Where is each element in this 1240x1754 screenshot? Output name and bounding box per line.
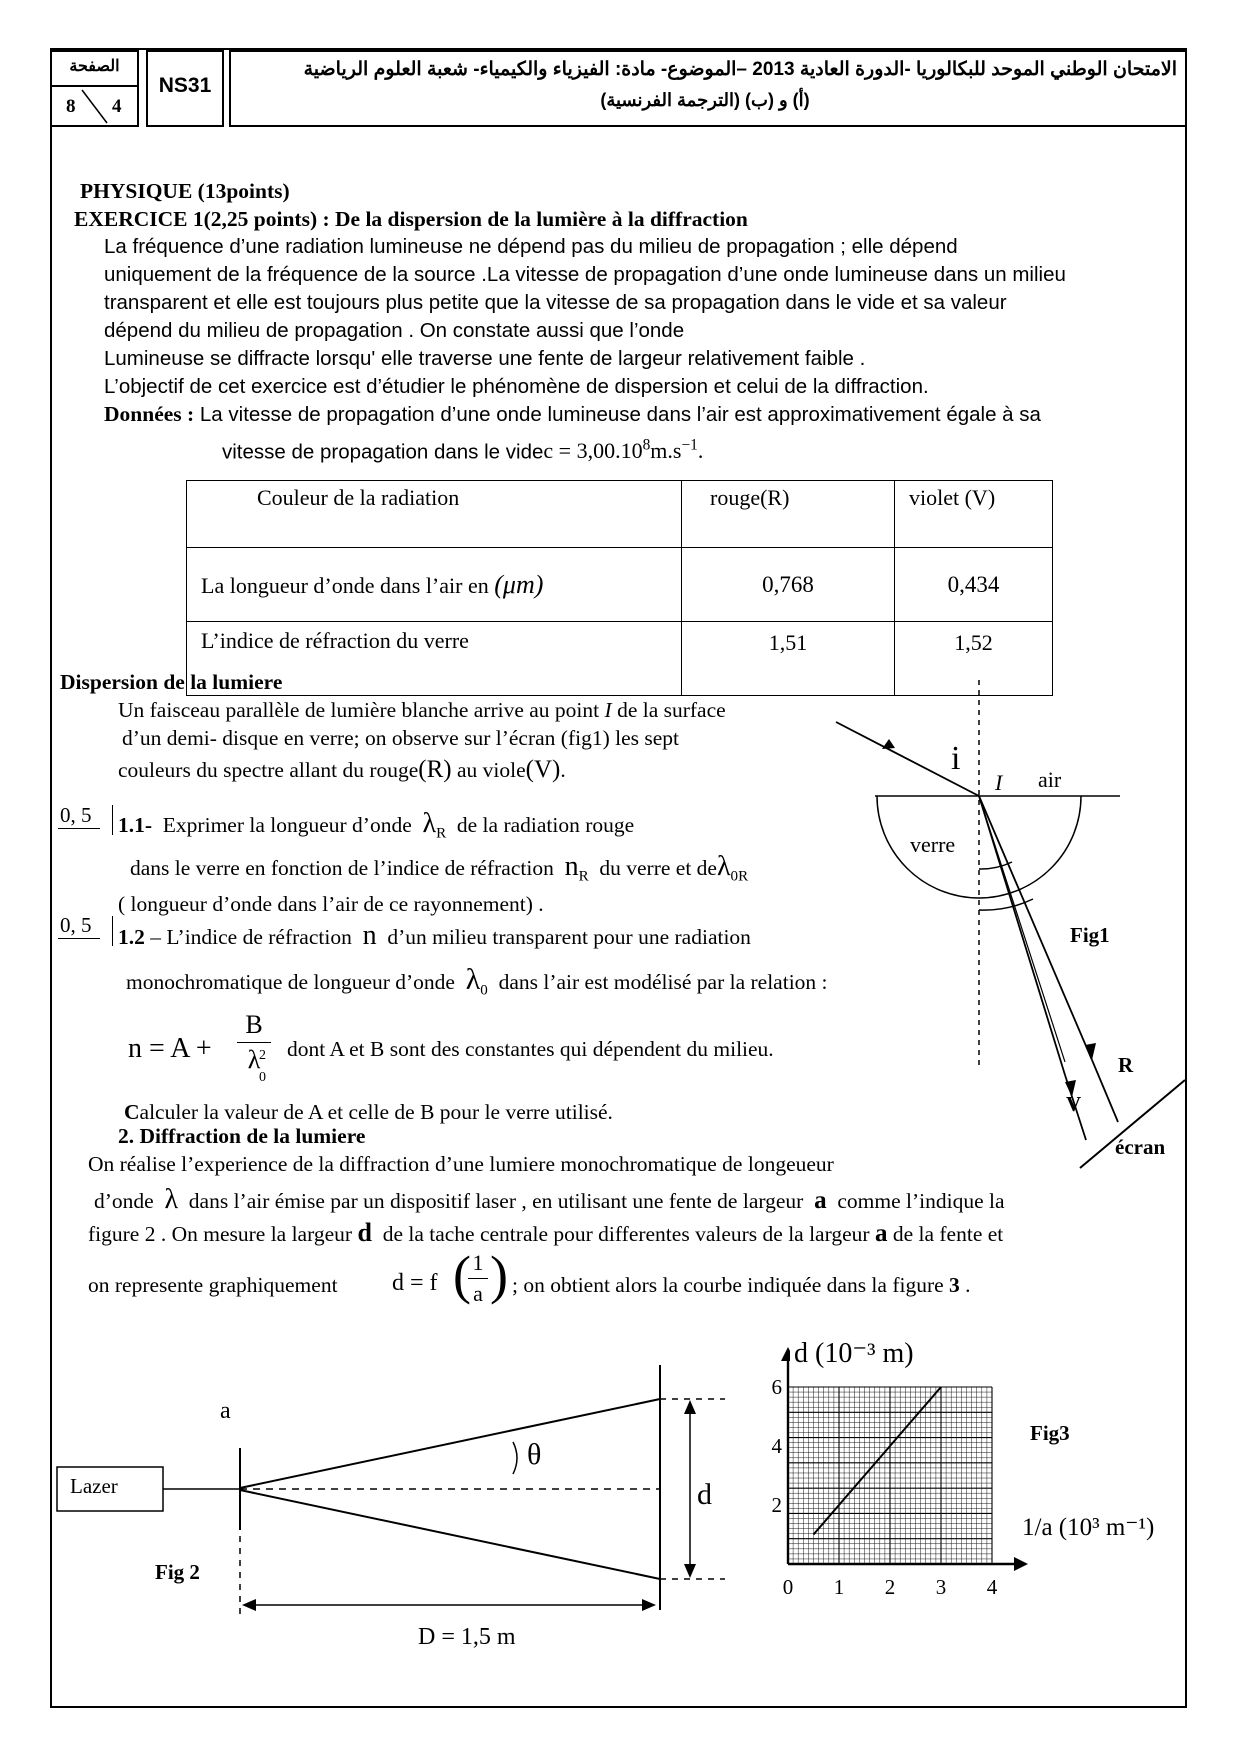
q12-mark-bar: [112, 916, 113, 946]
header-line-2: (أ) و (ب) (الترجمة الفرنسية): [600, 90, 810, 110]
formula-fraction: [237, 1010, 271, 1085]
y-tick-label: 6: [771, 1375, 782, 1399]
ray-middle: [979, 796, 1065, 1062]
D-arrow-left-icon: [242, 1599, 256, 1611]
intro-line-5: Lumineuse se diffracte lorsqu' elle traverse une fente de largeur relativement faible .: [104, 347, 866, 370]
dispersion-text-1-end: de la surface: [617, 698, 726, 722]
formula-den-sub: 0: [259, 1070, 266, 1085]
diffraction-text-4-end: .: [965, 1273, 971, 1297]
table-header-cell: violet (V): [895, 481, 1053, 548]
q11-line-1: [118, 808, 634, 842]
fig1-diagram: [830, 670, 1190, 1190]
table-header-cell: Couleur de la radiation: [187, 481, 682, 548]
diffraction-text-2b: dans l’air émise par un dispositif laser , en utilisant une fente de largeur: [188, 1189, 804, 1213]
q12-text-6: alculer la valeur de A et celle de B pour le verre utilisé.: [139, 1100, 613, 1124]
df-num: 1: [472, 1250, 484, 1275]
q11-text-2: de la radiation rouge: [456, 813, 635, 837]
d-arrow-up-icon: [684, 1400, 696, 1414]
table-header-cell: rouge(R): [682, 481, 895, 548]
ray-red-ext: [1092, 1060, 1118, 1122]
fig2-a-label: a: [220, 1398, 231, 1424]
d-symbol: d: [357, 1218, 372, 1247]
q11-mark: 0, 5: [58, 803, 100, 829]
D-arrow-right-icon: [642, 1599, 656, 1611]
dispersion-title: Dispersion de la lumiere: [60, 670, 283, 694]
fig2-laser-label: Lazer: [70, 1474, 118, 1498]
q12-number: 1.2: [118, 925, 145, 949]
y-tick-label: 4: [771, 1434, 782, 1458]
table-cell: 0,768: [682, 548, 895, 622]
data-table: [186, 480, 1053, 696]
code-box: [146, 50, 224, 127]
q11-text-4: du verre et de: [599, 856, 717, 880]
page-number-box: [50, 50, 139, 127]
table-cell: 0,434: [895, 548, 1053, 622]
slit-a-symbol: a: [814, 1187, 827, 1214]
fig1-ecran-label: écran: [1115, 1135, 1166, 1159]
row-label-unit: (μm): [494, 569, 544, 599]
q12-line-2: [126, 963, 828, 999]
q12-line-1: [118, 920, 751, 952]
q12-text-2: d’un milieu transparent pour une radiation: [387, 925, 751, 949]
donnees-line-1: [104, 402, 1041, 427]
x-tick-label: 3: [935, 1575, 947, 1599]
title-box: [229, 50, 1187, 127]
symbol-V: (V): [525, 756, 561, 783]
df-formula: d = f: [392, 1270, 438, 1296]
donnees-text-1: La vitesse de propagation d’une onde lumineuse dans l’air est approximativement égale à sa: [199, 403, 1041, 426]
formula-den-sup: 2: [259, 1048, 266, 1063]
table-row-label: [187, 548, 682, 622]
symbol-R: (R): [418, 756, 452, 783]
lambda-R-sub: R: [436, 825, 447, 842]
n-symbol: n: [362, 920, 377, 951]
diffraction-text-3c: de la fente et: [892, 1222, 1004, 1246]
theta-arc: [513, 1442, 517, 1474]
diffraction-line-4a: on represente graphiquement: [88, 1273, 338, 1297]
dispersion-text-1: Un faisceau parallèle de lumière blanche arrive au point: [118, 698, 600, 722]
table-cell: 1,52: [895, 622, 1053, 696]
q12-line-6: [124, 1100, 613, 1125]
fig2-label: Fig 2: [155, 1560, 200, 1584]
q12-text-4: dans l’air est modélisé par la relation :: [498, 970, 828, 994]
c-exponent: 8: [642, 437, 651, 454]
chart-axes: [781, 1347, 1028, 1571]
x-tick-label: 0: [782, 1575, 794, 1599]
page-total: 8: [66, 96, 76, 117]
fig1-V-label: V: [1066, 1092, 1082, 1116]
x-axis-arrow-icon: [1014, 1557, 1028, 1571]
formula-left: n = A +: [128, 1033, 212, 1064]
q12-mark: 0, 5: [58, 913, 100, 939]
q11-mark-bar: [112, 805, 113, 835]
q12-text-1: – L’indice de réfraction: [150, 925, 352, 949]
fig2-diagram: [55, 1360, 755, 1660]
x-tick-label: 1: [833, 1575, 845, 1599]
chart-ticks: [772, 1375, 998, 1599]
fig2-D-label: D = 1,5 m: [418, 1624, 516, 1650]
intro-line-4: dépend du milieu de propagation . On constate aussi que l’onde: [104, 319, 685, 342]
q11-text-1: Exprimer la longueur d’onde: [162, 813, 412, 837]
header-line-1: الامتحان الوطني الموحد للبكالوريا -الدورة العادية 2013 –الموضوع- مادة: الفيزياء والكيمياء- شعبة العلوم الرياضية: [303, 59, 1177, 80]
fig1-R-label: R: [1118, 1053, 1134, 1077]
fig1-air-label: air: [1038, 767, 1062, 792]
c-end: .: [697, 438, 704, 464]
chart-series: [814, 1387, 942, 1535]
dispersion-line-3: [118, 756, 566, 784]
df-den: a: [473, 1281, 483, 1306]
table-row: [187, 548, 1053, 622]
fig3-xlabel: 1/a (10³ m⁻¹): [1022, 1514, 1155, 1541]
diffraction-text-2a: d’onde: [94, 1189, 154, 1213]
df-paren-right: ): [490, 1245, 508, 1305]
fig1-I-label: I: [995, 770, 1003, 795]
dispersion-text-3-mid: au viole: [457, 758, 526, 782]
y-tick-label: 2: [771, 1493, 782, 1517]
dispersion-text-3-end: .: [560, 758, 566, 782]
c-unit-exponent: −1: [681, 437, 698, 454]
dispersion-line-2: d’un demi- disque en verre; on observe sur l’écran (fig1) les sept: [122, 726, 680, 750]
lambda-R: λ: [422, 808, 437, 839]
lambda-symbol: λ: [164, 1184, 179, 1215]
diffraction-line-4b: [512, 1273, 971, 1298]
intro-line-6: L’objectif de cet exercice est d’étudier le phénomène de dispersion et celui de la diffraction.: [104, 375, 929, 398]
incident-arrow-icon: [882, 739, 895, 749]
table-row-label: L’indice de réfraction du verre: [187, 622, 682, 696]
diffraction-lower-edge: [240, 1490, 660, 1579]
q12-text-3: monochromatique de longueur d’onde: [126, 970, 455, 994]
c-unit: m.s: [650, 438, 682, 464]
table-cell: 1,51: [682, 622, 895, 696]
diffraction-upper-edge: [240, 1399, 660, 1488]
table-row: [187, 481, 1053, 548]
q11-text-3: dans le verre en fonction de l’indice de réfraction: [130, 856, 554, 880]
donnees-text-2: vitesse de propagation dans le vide: [222, 440, 544, 464]
lambda-0-sub: 0: [480, 982, 488, 999]
diffraction-line-2: [94, 1184, 1005, 1216]
diffraction-line-3: [88, 1218, 1003, 1248]
lambda-0R-sub: 0R: [730, 868, 749, 885]
donnees-line-2: [222, 437, 703, 464]
series-line: [814, 1387, 942, 1535]
diffraction-text-3b: de la tache centrale pour differentes valeurs de la largeur: [382, 1222, 870, 1246]
intro-line-1: La fréquence d’une radiation lumineuse ne dépend pas du milieu de propagation ; elle dépend: [104, 235, 958, 258]
q11-line-3: ( longueur d’onde dans l’air de ce rayonnement) .: [118, 892, 544, 916]
page-current: 4: [112, 96, 122, 117]
intro-line-3: transparent et elle est toujours plus petite que la vitesse de sa propagation dans le vide et sa valeur: [104, 291, 1007, 314]
diffraction-text-3a: figure 2 . On mesure la largeur: [88, 1222, 353, 1246]
x-tick-label: 2: [884, 1575, 896, 1599]
page-number-slash: [52, 87, 137, 125]
row-label-text: La longueur d’onde dans l’air en: [201, 572, 489, 598]
d-arrow-down-icon: [684, 1564, 696, 1578]
lambda-0: λ: [465, 963, 481, 996]
exercise-title: EXERCICE 1(2,25 points) : De la dispersion de la lumière à la diffraction: [74, 207, 748, 231]
fig1-i-label: i: [951, 740, 961, 777]
diffraction-text-2c: comme l’indique la: [837, 1189, 1005, 1213]
n-R-sub: R: [578, 868, 589, 885]
df-paren-left: (: [453, 1245, 471, 1305]
q12-text-6-first: C: [124, 1100, 140, 1124]
exam-code: NS31: [158, 74, 212, 97]
intro-line-2: uniquement de la fréquence de la source .La vitesse de propagation d’une onde lumineuse dans un milieu: [104, 263, 1066, 286]
x-tick-label: 4: [986, 1575, 998, 1599]
formula-numerator: B: [245, 1010, 263, 1039]
a-symbol: a: [874, 1220, 888, 1247]
n-R: n: [564, 851, 579, 882]
fig3-ylabel: d (10⁻³ m): [790, 1336, 918, 1370]
fig-3-ref: 3: [949, 1273, 960, 1297]
fig2-theta-label: θ: [527, 1438, 542, 1471]
fig2-d-label: d: [697, 1478, 712, 1511]
donnees-label: Données :: [104, 402, 195, 426]
page-label: الصفحة: [69, 58, 120, 75]
q12-text-5: dont A et B sont des constantes qui dépendent du milieu.: [287, 1037, 774, 1061]
q11-line-2: [130, 851, 748, 885]
fig1-verre-label: verre: [910, 832, 956, 857]
section-title: PHYSIQUE (13points): [80, 179, 290, 203]
point-I: I: [604, 698, 612, 722]
dispersion-text-3: couleurs du spectre allant du rouge: [118, 758, 419, 782]
dispersion-line-1: [118, 698, 726, 723]
lambda-0R: λ: [716, 851, 731, 882]
df-fraction: [468, 1250, 488, 1307]
diffraction-title: 2. Diffraction de la lumiere: [118, 1124, 366, 1148]
q11-number: 1.1-: [118, 813, 153, 837]
diffraction-line-1: On réalise l’experience de la diffraction d’une lumiere monochromatique de longeueur: [88, 1152, 834, 1176]
diffraction-text-4b: ; on obtient alors la courbe indiquée dans la figure: [512, 1273, 944, 1297]
c-value: c = 3,00.10: [543, 438, 643, 464]
formula-denominator: λ: [247, 1045, 261, 1074]
fig3-title: Fig3: [1030, 1421, 1070, 1445]
fig3-chart: [760, 1345, 1060, 1630]
fig1-label: Fig1: [1070, 923, 1110, 947]
